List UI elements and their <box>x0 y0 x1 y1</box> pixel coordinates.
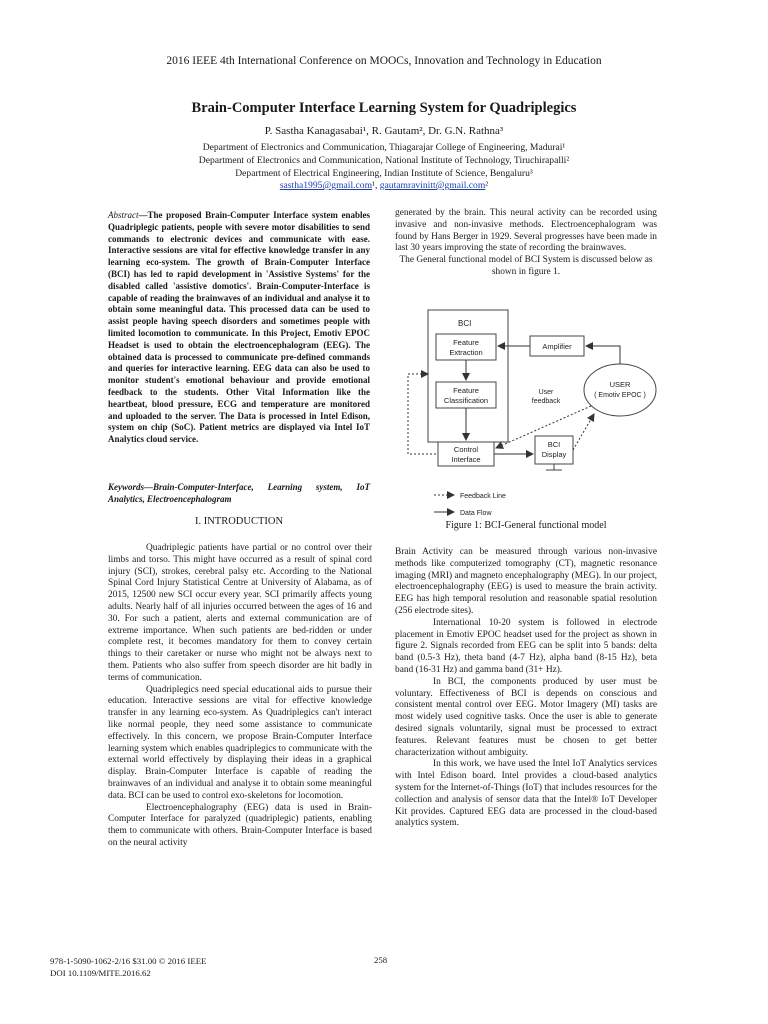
footer-isbn: 978-1-5090-1062-2/16 $31.00 © 2016 IEEE <box>50 956 207 966</box>
abstract <box>108 210 370 446</box>
paragraph: Electroencephalography (EEG) data is used in Brain-Computer Interface for paralyzed (quadriplegic) patients, enabling them to communicate with others. Brain-Computer Interface is based on the neural activity <box>108 802 372 848</box>
page-number: 258 <box>374 955 388 965</box>
footer-doi: DOI 10.1109/MITE.2016.62 <box>50 968 151 978</box>
right-column-top <box>395 208 657 279</box>
paragraph: International 10-20 system is followed in electrode placement in Emotiv EPOC headset used for the project as shown in figure 2. Signals recorded from EEG can be split into 5 bands: delta band (0.5-3 Hz), theta band (4-7 Hz), alpha band (8-15 Hz), beta band (16-31 Hz) and gamma band (31+ Hz). <box>395 617 657 675</box>
user-label: USER <box>609 380 631 389</box>
figure-caption: Figure 1: BCI-General functional model <box>445 520 607 531</box>
paragraph: In BCI, the components produced by user must be voluntary. Effectiveness of BCI is depends on conscious and consistent mental control over EEG. Motor Imagery (MI) tasks are most widely used cognitive tasks. Once the user is able to generate desired signals voluntarily, signal must be processed to extract features. Relevant features must be chosen to get better characterization without ambiguity. <box>395 676 657 758</box>
bci-display-label-1: BCI <box>547 440 561 449</box>
user-feedback-label-2: feedback <box>531 398 561 405</box>
feature-extraction-label-1: Feature <box>453 338 479 347</box>
legend-feedback-label: Feedback Line <box>460 493 506 500</box>
paragraph: In this work, we have used the Intel IoT Analytics services with Intel Edison board. Intel provides a cloud-based analytics system for the Internet-of-Things (IoT) that includes resources for the collection and analysis of sensor data that the Intel® IoT Developer Kit provides. Captured EEG data are processed in the cloud-based analytics system. <box>395 759 657 829</box>
paragraph: Brain Activity can be measured through various non-invasive methods like computerized tomography (CT), magnetic resonance imaging (MRI) and magneto encephalography (MEG). In our project, electroencephalography (EEG) is used to measure the brain activity. EEG has high temporal resolution and reasonable spatial resolution (256 electrode sites). <box>395 547 657 616</box>
email-link-1[interactable]: sastha1995@gmail.com <box>279 180 373 191</box>
footer-copyright <box>50 955 206 979</box>
author-list: P. Sastha Kanagasabai¹, R. Gautam², Dr. G.N. Rathna³ <box>264 125 504 137</box>
conference-header: 2016 IEEE 4th International Conference on MOOCs, Innovation and Technology in Education <box>166 55 602 67</box>
paper-title: Brain-Computer Interface Learning System for Quadriplegics <box>191 100 577 116</box>
affiliation-1: Department of Electronics and Communication, Thiagarajar College of Engineering, Madurai¹ <box>202 142 566 153</box>
affiliation-2: Department of Electronics and Communication, National Institute of Technology, Tiruchirapalli² <box>198 155 570 166</box>
legend-dataflow-label: Data Flow <box>460 510 492 517</box>
control-interface-label-1: Control <box>453 445 479 454</box>
abstract-label: Abstract <box>108 210 139 220</box>
amplifier-label: Amplifier <box>542 342 572 351</box>
paragraph: Quadriplegics need special educational aids to pursue their education. Interactive sessions are vital for effective knowledge transfer in any learning eco-system. As Quadriplegics can't interact like normal people, they need some assistance to communicate effectively. In this concern, we propose Brain-Computer Interface learning system which enables quadriplegics to communicate with the external world effectively by displaying their ideas in a graphical display. Brain-Computer Interface is capable of reading the brainwaves of an individual and analyse it to obtain some meaningful data. BCI can be used to control exo-skeletons for locomotion. <box>108 684 372 801</box>
bci-label: BCI <box>458 319 472 328</box>
paragraph: generated by the brain. This neural activity can be recorded using invasive and non-invasive methods. Electroencephalogram was found by Hans Berger in 1929. Several progresses have been made in last 30 years improving the state of recording the brainwaves. <box>395 208 657 254</box>
affiliation-3: Department of Electrical Engineering, Indian Institute of Science, Bengaluru³ <box>235 168 533 179</box>
bci-functional-model-figure <box>398 302 660 518</box>
email-link-2[interactable]: gautamravinitt@gmail.com <box>379 180 486 191</box>
abstract-text: —The proposed Brain-Computer Interface system enables Quadriplegic patients, people with severe motor disabilities to send commands to electronic devices and communicate with ease. Interactive sessions are vital for effective knowledge transfer in any learning eco-system. The growth of Brain-Computer Interface (BCI) has led to rapid development in 'Assistive Systems' for the disabled called 'assistive domotics'. Brain-Computer-Interface is capable of reading the brainwaves of an individual and analyse it to obtain some meaningful data. This processed data can be used to assist people having speech disorders and sometimes people with limited locomotion to communicate. In this Project, Emotiv EPOC Headset is used to obtain the electroencephalogram (EEG). The obtained data is processed to communicate pre-defined commands and queries for interactive learning. EEG data can also be used to monitor student's emotional behaviour and provide emotional feedback to the students. Other Vital Information like the heartbeat, blood pressure, ECG and temperature are monitored and uploaded to the server. The Data is processed in Intel Edison, system on chip (SoC). Patient metrics are displayed via Intel IoT Analytics cloud service. <box>108 210 370 445</box>
keywords: Keywords—Brain-Computer-Interface, Learning system, IoT Analytics, Electroencephalogram <box>108 482 370 504</box>
feature-classification-label-2: Classification <box>443 396 489 405</box>
feature-classification-label-1: Feature <box>453 386 479 395</box>
bci-block <box>428 310 508 442</box>
feature-extraction-label-2: Extraction <box>449 348 483 357</box>
introduction-text <box>108 543 372 850</box>
arrow-user-to-amplifier <box>586 346 620 364</box>
feedback-display-to-user <box>573 414 594 450</box>
user-ellipse <box>584 364 656 416</box>
right-column-bottom <box>395 547 657 830</box>
user-device-label: ( Emotiv EPOC ) <box>594 392 646 399</box>
paragraph: Quadriplegic patients have partial or no control over their limbs and torso. This might have occurred as a result of spinal cord injury (SCI), strokes, cerebral palsy etc. According to the National Spinal Cord Injury Statistical Centre at University of Alabama, as of 2015, 12500 new SCI occur every year. SCI primarily affects young adults. Nearly half of all injuries occurred between the ages of 16 and 30. For such a patient, alerts and external communication are of extreme importance. When such patients are bed-ridden or under complete rest, it becomes mandatory for them to convey certain things to their caretaker or nurse who might not be always next to them. Patients who also suffer from speech disorder are hit badly in terms of communication. <box>108 543 372 683</box>
section-heading: I. INTRODUCTION <box>194 516 284 527</box>
bci-display-label-2: Display <box>541 450 567 459</box>
user-feedback-label-1: User <box>538 389 554 396</box>
author-emails: sastha1995@gmail.com¹, gautamravinitt@gmail.com² <box>279 180 489 191</box>
paragraph: The General functional model of BCI System is discussed below as shown in figure 1. <box>399 255 653 277</box>
control-interface-label-2: Interface <box>451 455 481 464</box>
